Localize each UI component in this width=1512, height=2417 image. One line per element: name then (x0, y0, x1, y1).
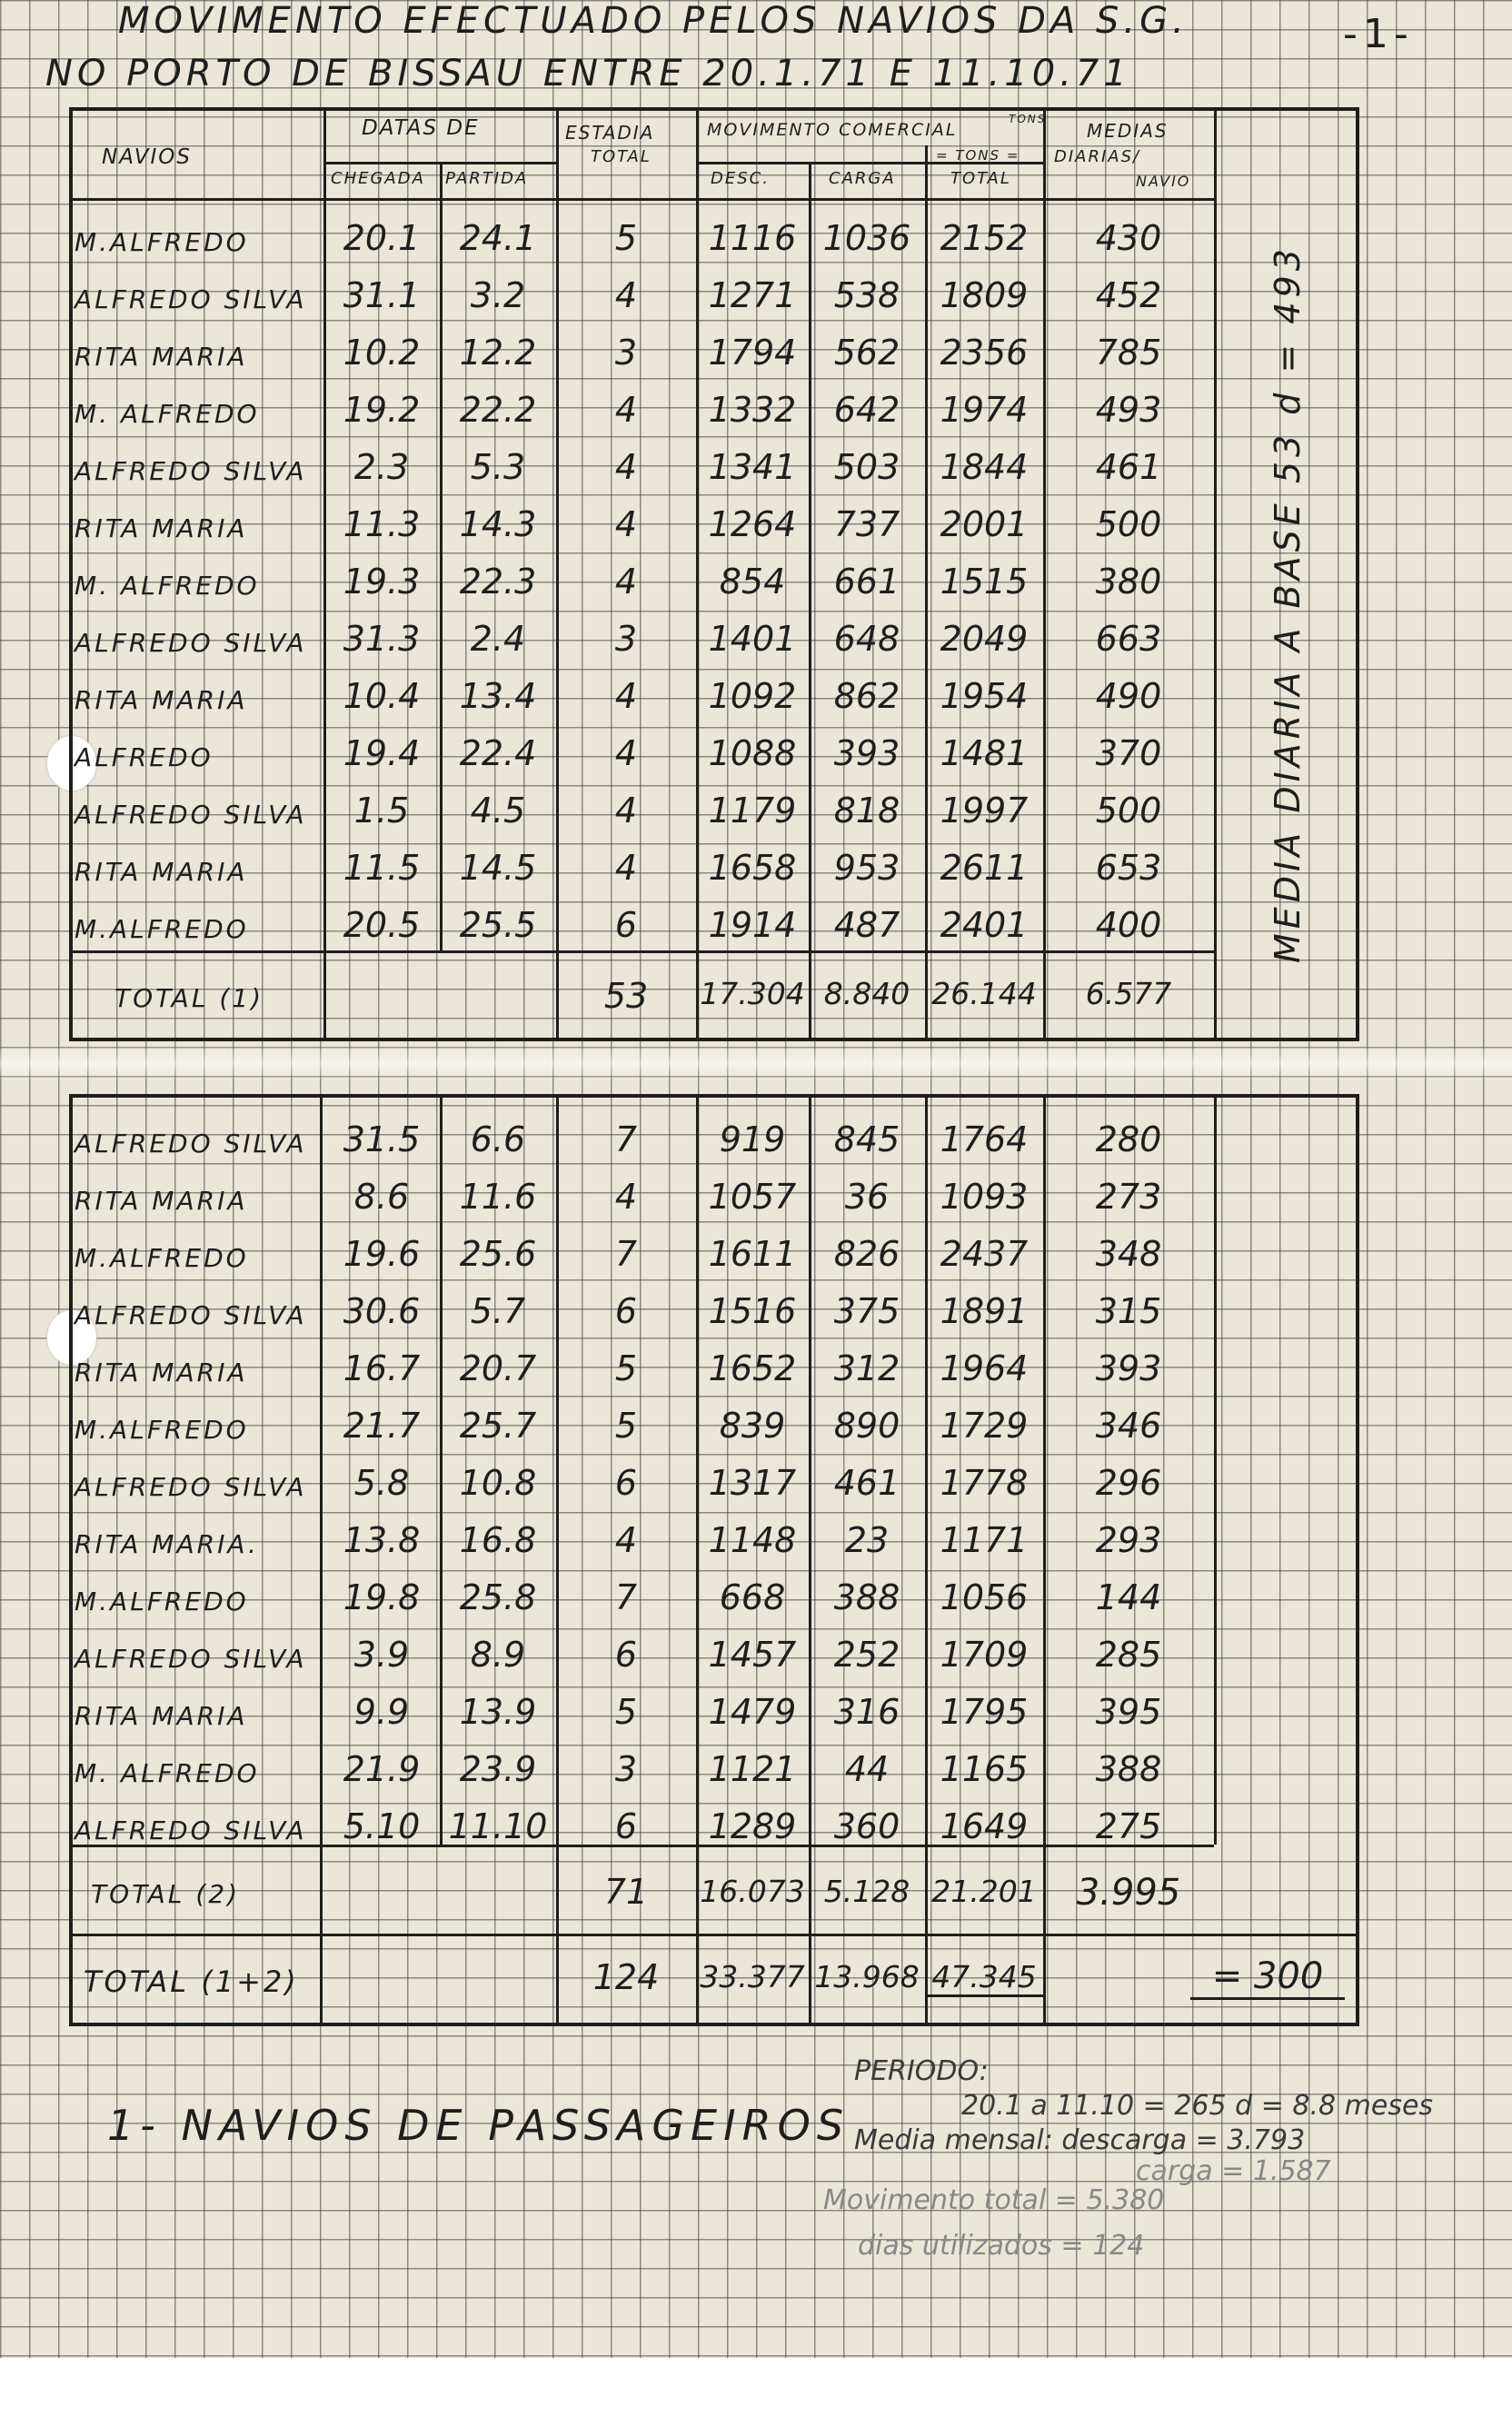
cell-carga: 890 (833, 1406, 900, 1446)
cell-chegada: 19.3 (343, 562, 421, 602)
cell-media: 493 (1095, 390, 1162, 430)
cell-estadia: 4 (614, 390, 638, 430)
cell-total: 1481 (940, 733, 1029, 773)
cell-carga: 393 (833, 733, 900, 773)
cell-carga: 737 (833, 504, 900, 544)
cell-total: 1795 (940, 1692, 1029, 1732)
cell-desc: 1794 (708, 333, 797, 373)
cell-chegada: 2.3 (353, 447, 410, 487)
cell-total: 2356 (940, 333, 1029, 373)
cell-desc: 1401 (708, 619, 797, 659)
cell-total: 1891 (940, 1291, 1029, 1331)
cell-carga: 503 (833, 447, 900, 487)
cell-navio: ALFREDO SILVA (75, 284, 307, 314)
note-media-mensal: Media mensal: descarga = 3.793 (854, 2124, 1306, 2156)
cell-chegada: 19.2 (343, 390, 421, 430)
cell-partida: 24.1 (459, 218, 537, 258)
cell-navio: M.ALFREDO (75, 1415, 249, 1445)
cell-media: 400 (1095, 905, 1162, 945)
cell-total: 1093 (940, 1177, 1029, 1217)
cell-chegada: 11.5 (343, 848, 421, 888)
cell-partida: 25.8 (459, 1577, 537, 1617)
cell-chegada: 30.6 (343, 1291, 421, 1331)
cell-estadia: 5 (614, 1406, 638, 1446)
cell-chegada: 19.8 (343, 1577, 421, 1617)
total-2-estadia: 71 (603, 1872, 649, 1912)
cell-chegada: 3.9 (353, 1635, 410, 1675)
cell-media: 293 (1095, 1520, 1162, 1560)
cell-chegada: 21.9 (343, 1749, 421, 1789)
cell-partida: 14.5 (459, 848, 537, 888)
footer-heading: 1- NAVIOS DE PASSAGEIROS (107, 2101, 850, 2150)
cell-navio: M.ALFREDO (75, 1243, 249, 1273)
cell-carga: 826 (833, 1234, 900, 1274)
cell-desc: 1317 (708, 1463, 797, 1503)
cell-chegada: 1.5 (353, 791, 410, 831)
cell-navio: ALFREDO SILVA (75, 628, 307, 658)
cell-total: 1515 (940, 562, 1029, 602)
cell-navio: ALFREDO SILVA (75, 800, 307, 830)
cell-desc: 1271 (708, 275, 797, 315)
grand-total-total: 47.345 (925, 1959, 1043, 1997)
cell-carga: 388 (833, 1577, 900, 1617)
cell-estadia: 3 (614, 333, 638, 373)
cell-total: 1778 (940, 1463, 1029, 1503)
cell-chegada: 20.1 (343, 218, 421, 258)
cell-estadia: 4 (614, 447, 638, 487)
cell-desc: 1148 (708, 1520, 797, 1560)
cell-chegada: 10.2 (343, 333, 421, 373)
cell-partida: 3.2 (470, 275, 526, 315)
cell-navio: ALFREDO SILVA (75, 1815, 307, 1845)
cell-estadia: 5 (614, 1348, 638, 1388)
cell-navio: ALFREDO SILVA (75, 1472, 307, 1502)
cell-navio: RITA MARIA (75, 1701, 248, 1731)
cell-desc: 1914 (708, 905, 797, 945)
cell-estadia: 7 (614, 1234, 638, 1274)
cell-total: 1809 (940, 275, 1029, 315)
cell-desc: 839 (719, 1406, 786, 1446)
cell-desc: 1116 (708, 218, 797, 258)
cell-estadia: 4 (614, 791, 638, 831)
cell-carga: 461 (833, 1463, 900, 1503)
cell-carga: 375 (833, 1291, 900, 1331)
cell-media: 370 (1095, 733, 1162, 773)
cell-media: 280 (1095, 1119, 1162, 1159)
cell-partida: 22.3 (459, 562, 537, 602)
cell-total: 1171 (940, 1520, 1029, 1560)
cell-total: 1649 (940, 1806, 1029, 1846)
cell-media: 663 (1095, 619, 1162, 659)
cell-desc: 1658 (708, 848, 797, 888)
cell-carga: 312 (833, 1348, 900, 1388)
note-carga: carga = 1.587 (1136, 2155, 1331, 2187)
cell-carga: 562 (833, 333, 900, 373)
cell-total: 2049 (940, 619, 1029, 659)
cell-media: 144 (1095, 1577, 1162, 1617)
total-1-estadia: 53 (603, 976, 649, 1016)
cell-navio: RITA MARIA (75, 1186, 248, 1216)
grand-total-media: = 300 (1190, 1955, 1345, 2000)
total-1-total: 26.144 (931, 976, 1037, 1011)
cell-navio: RITA MARIA (75, 342, 248, 372)
cell-partida: 25.7 (459, 1406, 537, 1446)
header-estadia-total: TOTAL (591, 147, 652, 166)
cell-media: 500 (1095, 791, 1162, 831)
cell-media: 500 (1095, 504, 1162, 544)
cell-estadia: 6 (614, 1806, 638, 1846)
cell-media: 380 (1095, 562, 1162, 602)
cell-carga: 23 (844, 1520, 890, 1560)
cell-estadia: 6 (614, 905, 638, 945)
cell-total: 1997 (940, 791, 1029, 831)
title-line-2: NO PORTO DE BISSAU ENTRE 20.1.71 E 11.10.71 (45, 53, 1131, 94)
cell-carga: 642 (833, 390, 900, 430)
cell-desc: 668 (719, 1577, 786, 1617)
media-diaria-note: MEDIA DIARIA A BASE 53 d = 493 (1268, 244, 1308, 963)
title-line-1: MOVIMENTO EFECTUADO PELOS NAVIOS DA S.G. (118, 0, 1189, 42)
cell-partida: 13.4 (459, 676, 537, 716)
cell-desc: 1479 (708, 1692, 797, 1732)
header-datas-de: DATAS DE (362, 116, 480, 140)
cell-desc: 854 (719, 562, 786, 602)
header-navio: NAVIO (1136, 173, 1191, 190)
header-carga: CARGA (829, 169, 896, 188)
header-diarias: DIARIAS/ (1054, 147, 1141, 166)
header-partida: PARTIDA (445, 169, 529, 188)
note-periodo-value: 20.1 a 11.10 = 265 d = 8.8 meses (961, 2090, 1434, 2122)
total-1-desc: 17.304 (700, 976, 805, 1011)
cell-navio: ALFREDO SILVA (75, 456, 307, 486)
cell-desc: 1264 (708, 504, 797, 544)
cell-partida: 22.4 (459, 733, 537, 773)
total-1-media: 6.577 (1085, 976, 1172, 1011)
cell-carga: 538 (833, 275, 900, 315)
cell-desc: 1457 (708, 1635, 797, 1675)
cell-navio: RITA MARIA (75, 513, 248, 543)
note-periodo-label: PERIODO: (854, 2055, 989, 2087)
cell-estadia: 6 (614, 1291, 638, 1331)
cell-estadia: 6 (614, 1635, 638, 1675)
cell-chegada: 31.1 (343, 275, 421, 315)
cell-estadia: 5 (614, 218, 638, 258)
cell-navio: M. ALFREDO (75, 571, 260, 601)
cell-carga: 845 (833, 1119, 900, 1159)
cell-desc: 1516 (708, 1291, 797, 1331)
cell-estadia: 4 (614, 1520, 638, 1560)
cell-media: 653 (1095, 848, 1162, 888)
cell-chegada: 16.7 (343, 1348, 421, 1388)
cell-total: 2001 (940, 504, 1029, 544)
cell-total: 1729 (940, 1406, 1029, 1446)
page-number: -1- (1343, 11, 1414, 57)
cell-media: 348 (1095, 1234, 1162, 1274)
cell-chegada: 31.3 (343, 619, 421, 659)
cell-partida: 4.5 (470, 791, 526, 831)
cell-chegada: 19.4 (343, 733, 421, 773)
cell-estadia: 7 (614, 1119, 638, 1159)
cell-desc: 1057 (708, 1177, 797, 1217)
cell-navio: ALFREDO SILVA (75, 1644, 307, 1674)
cell-total: 1709 (940, 1635, 1029, 1675)
cell-desc: 919 (719, 1119, 786, 1159)
grand-total-carga: 13.968 (814, 1959, 920, 1994)
cell-chegada: 31.5 (343, 1119, 421, 1159)
cell-estadia: 3 (614, 619, 638, 659)
cell-total: 1056 (940, 1577, 1029, 1617)
cell-chegada: 13.8 (343, 1520, 421, 1560)
cell-chegada: 5.10 (343, 1806, 421, 1846)
cell-total: 2611 (940, 848, 1029, 888)
cell-desc: 1121 (708, 1749, 797, 1789)
header-total: TOTAL (950, 169, 1011, 188)
cell-navio: RITA MARIA (75, 857, 248, 887)
cell-media: 388 (1095, 1749, 1162, 1789)
cell-chegada: 21.7 (343, 1406, 421, 1446)
cell-chegada: 5.8 (353, 1463, 410, 1503)
cell-carga: 648 (833, 619, 900, 659)
header-medias: MEDIAS (1087, 120, 1169, 142)
cell-partida: 16.8 (459, 1520, 537, 1560)
cell-estadia: 4 (614, 676, 638, 716)
total-2-desc: 16.073 (700, 1874, 805, 1909)
cell-estadia: 6 (614, 1463, 638, 1503)
cell-estadia: 5 (614, 1692, 638, 1732)
cell-navio: RITA MARIA (75, 1358, 248, 1388)
cell-carga: 487 (833, 905, 900, 945)
cell-estadia: 3 (614, 1749, 638, 1789)
cell-carga: 360 (833, 1806, 900, 1846)
cell-total: 1974 (940, 390, 1029, 430)
cell-media: 490 (1095, 676, 1162, 716)
cell-navio: RITA MARIA (75, 685, 248, 715)
cell-carga: 862 (833, 676, 900, 716)
total-1-label: TOTAL (1) (114, 983, 264, 1013)
cell-desc: 1611 (708, 1234, 797, 1274)
note-movimento-total: Movimento total = 5.380 (823, 2184, 1165, 2216)
cell-desc: 1088 (708, 733, 797, 773)
cell-desc: 1332 (708, 390, 797, 430)
header-chegada: CHEGADA (331, 169, 425, 188)
cell-navio: M.ALFREDO (75, 1586, 249, 1616)
cell-media: 273 (1095, 1177, 1162, 1217)
cell-chegada: 20.5 (343, 905, 421, 945)
cell-partida: 5.3 (470, 447, 526, 487)
total-2-label: TOTAL (2) (91, 1879, 240, 1909)
cell-estadia: 4 (614, 562, 638, 602)
grand-total-estadia: 124 (592, 1957, 660, 1997)
cell-carga: 953 (833, 848, 900, 888)
cell-total: 2437 (940, 1234, 1029, 1274)
cell-estadia: 7 (614, 1577, 638, 1617)
header-desc: DESC. (711, 169, 770, 188)
cell-estadia: 4 (614, 848, 638, 888)
cell-media: 785 (1095, 333, 1162, 373)
cell-carga: 818 (833, 791, 900, 831)
cell-chegada: 11.3 (343, 504, 421, 544)
cell-carga: 1036 (822, 218, 911, 258)
header-movimento-tons: TONS (1009, 113, 1047, 125)
cell-navio: ALFREDO (75, 742, 214, 772)
cell-desc: 1341 (708, 447, 797, 487)
cell-carga: 252 (833, 1635, 900, 1675)
cell-carga: 36 (844, 1177, 890, 1217)
cell-estadia: 4 (614, 275, 638, 315)
cell-total: 2152 (940, 218, 1029, 258)
cell-partida: 25.5 (459, 905, 537, 945)
cell-media: 315 (1095, 1291, 1162, 1331)
cell-media: 395 (1095, 1692, 1162, 1732)
note-dias: dias utilizados = 124 (858, 2230, 1145, 2262)
cell-total: 1764 (940, 1119, 1029, 1159)
cell-partida: 10.8 (459, 1463, 537, 1503)
cell-media: 430 (1095, 218, 1162, 258)
cell-media: 285 (1095, 1635, 1162, 1675)
total-1-carga: 8.840 (823, 976, 910, 1011)
cell-navio: M. ALFREDO (75, 399, 260, 429)
cell-media: 296 (1095, 1463, 1162, 1503)
cell-media: 461 (1095, 447, 1162, 487)
cell-partida: 5.7 (470, 1291, 526, 1331)
cell-carga: 44 (844, 1749, 890, 1789)
cell-chegada: 10.4 (343, 676, 421, 716)
cell-partida: 8.9 (470, 1635, 526, 1675)
cell-chegada: 19.6 (343, 1234, 421, 1274)
cell-media: 346 (1095, 1406, 1162, 1446)
cell-partida: 13.9 (459, 1692, 537, 1732)
cell-chegada: 8.6 (353, 1177, 410, 1217)
cell-partida: 20.7 (459, 1348, 537, 1388)
header-movimento: MOVIMENTO COMERCIAL (707, 120, 958, 140)
cell-partida: 12.2 (459, 333, 537, 373)
cell-carga: 661 (833, 562, 900, 602)
cell-total: 1954 (940, 676, 1029, 716)
cell-partida: 6.6 (470, 1119, 526, 1159)
cell-total: 1165 (940, 1749, 1029, 1789)
cell-desc: 1289 (708, 1806, 797, 1846)
cell-total: 2401 (940, 905, 1029, 945)
cell-desc: 1652 (708, 1348, 797, 1388)
cell-navio: M.ALFREDO (75, 227, 249, 257)
cell-total: 1844 (940, 447, 1029, 487)
total-2-carga: 5.128 (823, 1874, 910, 1909)
cell-estadia: 4 (614, 733, 638, 773)
cell-partida: 14.3 (459, 504, 537, 544)
total-2-media: 3.995 (1076, 1872, 1181, 1914)
header-total-tons: = TONS = (936, 147, 1020, 164)
cell-partida: 11.6 (459, 1177, 537, 1217)
cell-navio: M. ALFREDO (75, 1758, 260, 1788)
cell-navio: RITA MARIA. (75, 1529, 259, 1559)
header-estadia: ESTADIA (565, 122, 655, 144)
grand-total-label: TOTAL (1+2) (84, 1964, 299, 1999)
cell-desc: 1179 (708, 791, 797, 831)
cell-desc: 1092 (708, 676, 797, 716)
cell-estadia: 4 (614, 504, 638, 544)
cell-media: 393 (1095, 1348, 1162, 1388)
cell-carga: 316 (833, 1692, 900, 1732)
cell-estadia: 4 (614, 1177, 638, 1217)
cell-total: 1964 (940, 1348, 1029, 1388)
cell-partida: 22.2 (459, 390, 537, 430)
cell-media: 452 (1095, 275, 1162, 315)
cell-navio: M.ALFREDO (75, 914, 249, 944)
paper-fold (0, 1045, 1512, 1081)
cell-partida: 2.4 (470, 619, 526, 659)
cell-partida: 23.9 (459, 1749, 537, 1789)
cell-navio: ALFREDO SILVA (75, 1300, 307, 1330)
total-2-total: 21.201 (931, 1874, 1037, 1909)
grand-total-desc: 33.377 (700, 1959, 805, 1994)
cell-partida: 11.10 (448, 1806, 548, 1846)
cell-navio: ALFREDO SILVA (75, 1129, 307, 1159)
cell-partida: 25.6 (459, 1234, 537, 1274)
header-navios: NAVIOS (102, 145, 193, 169)
cell-chegada: 9.9 (353, 1692, 410, 1732)
cell-media: 275 (1095, 1806, 1162, 1846)
